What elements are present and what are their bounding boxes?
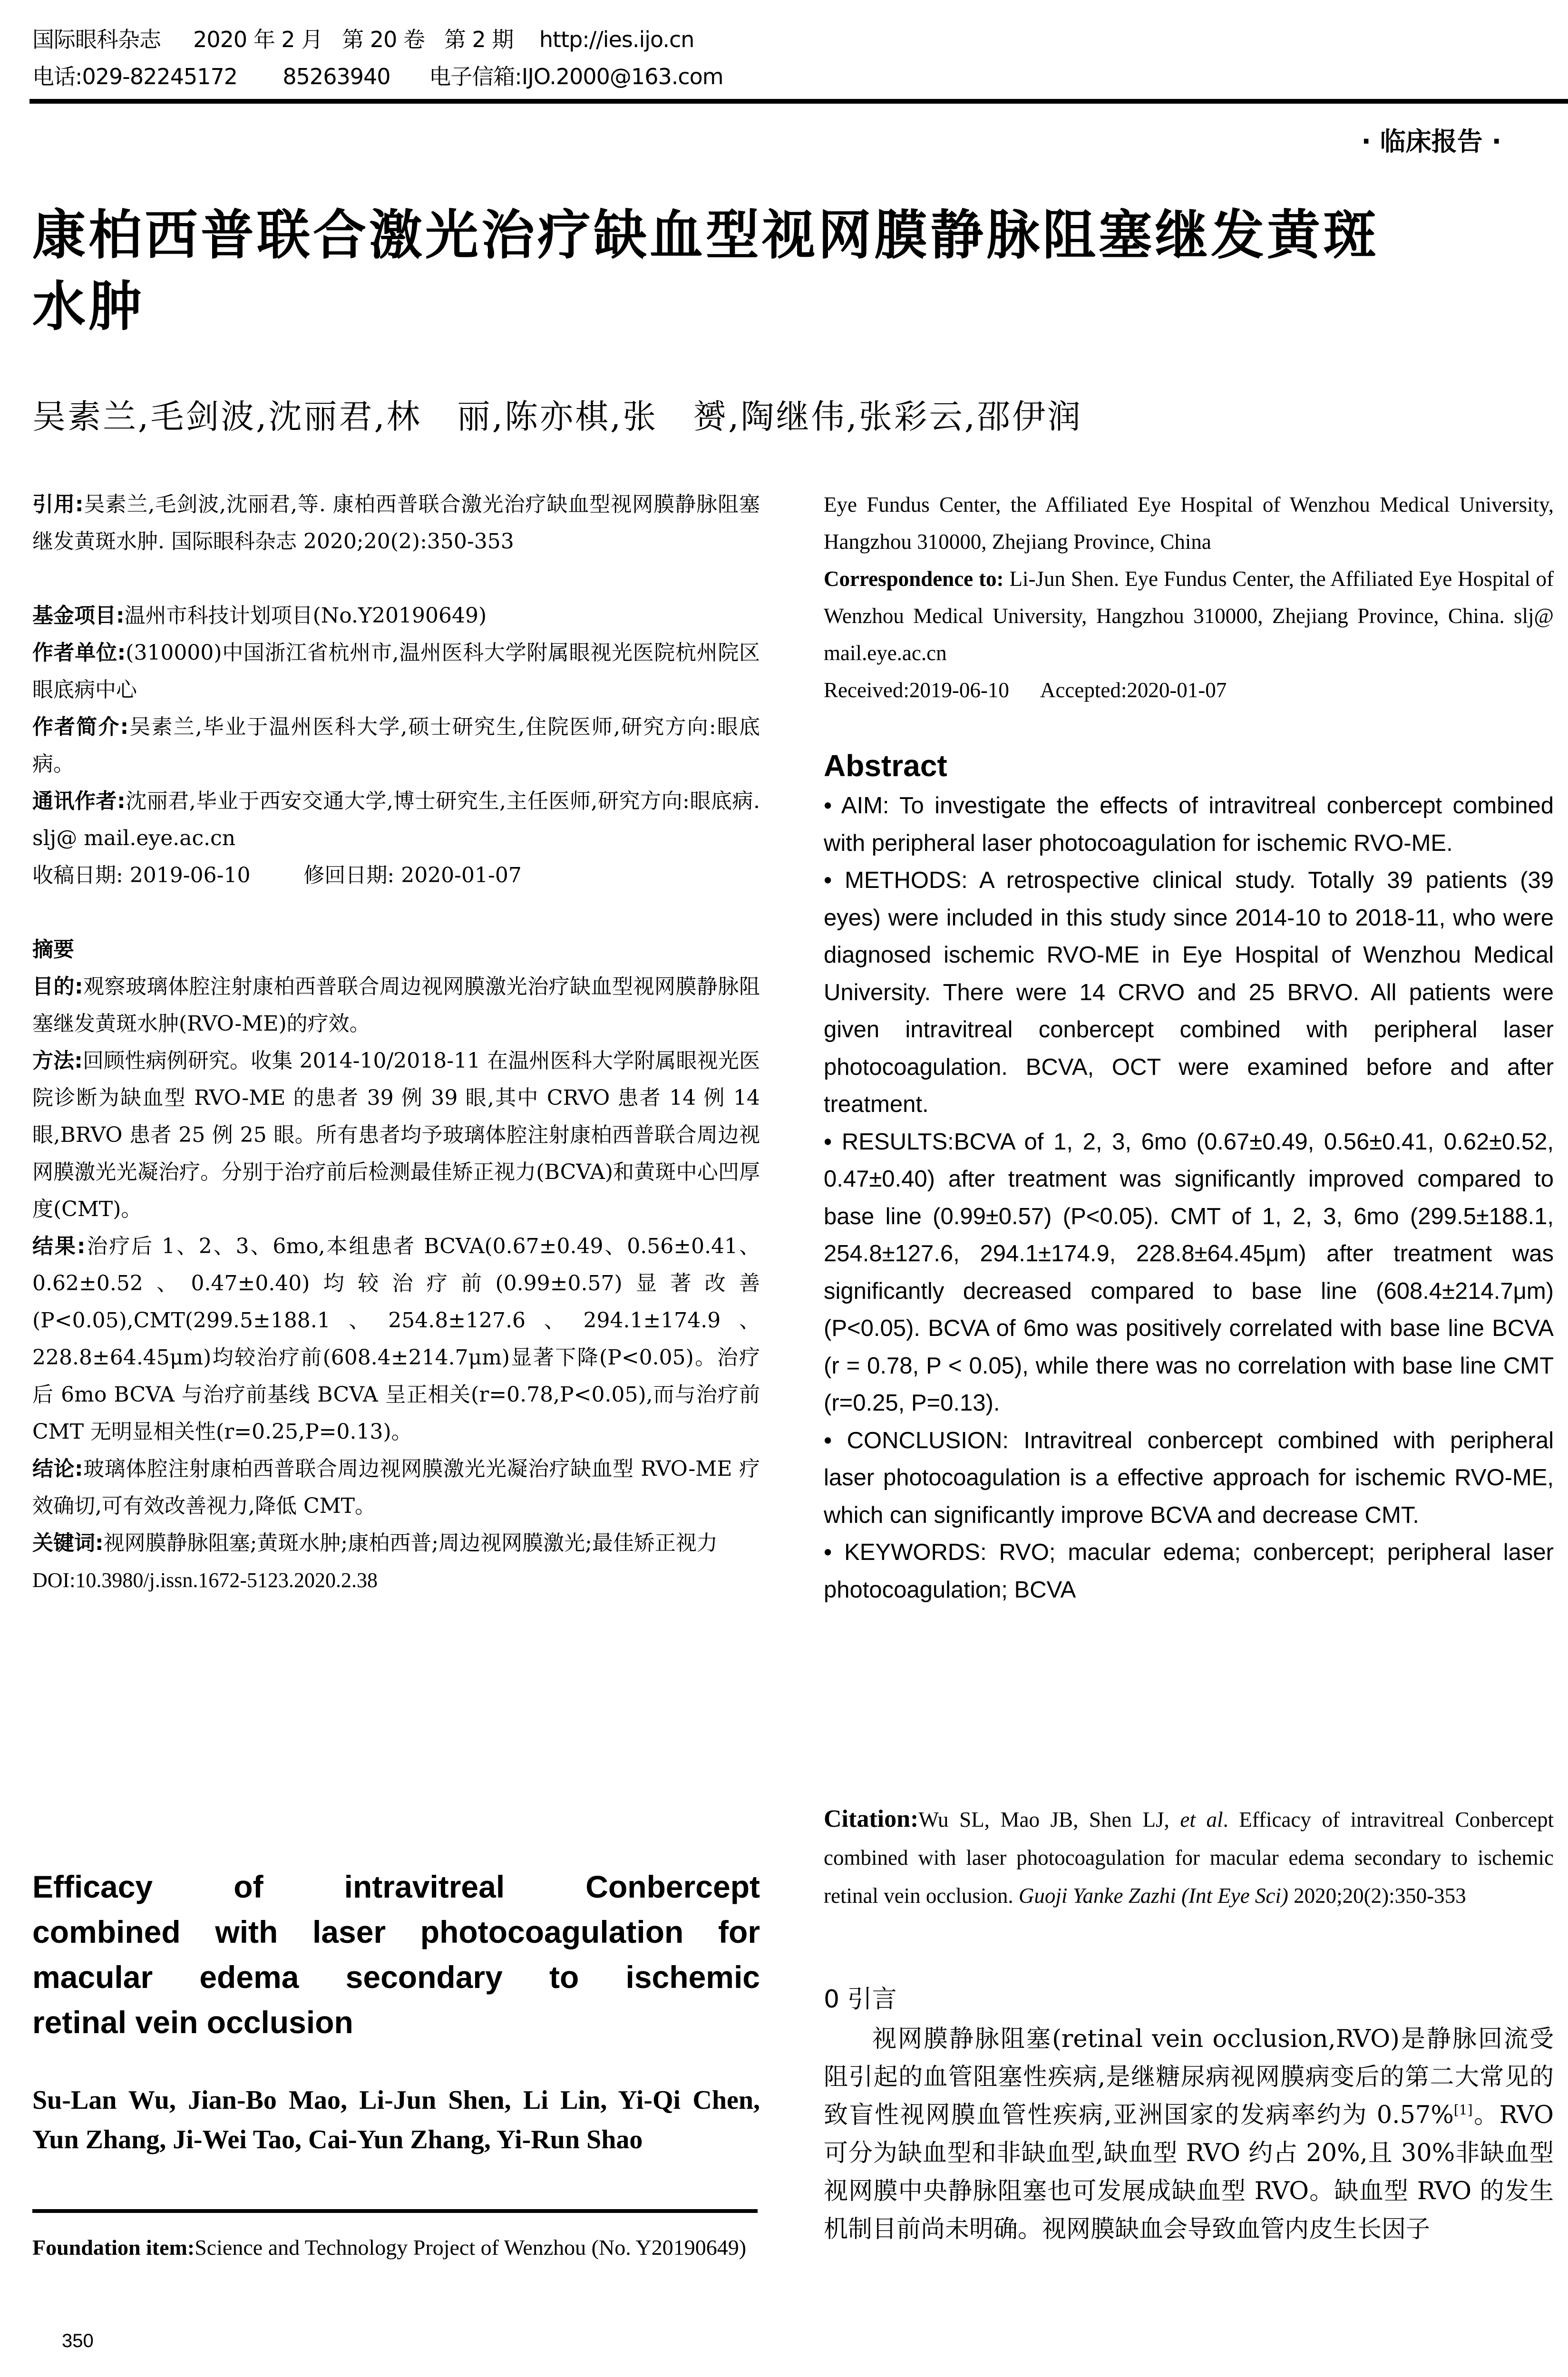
citation-en [824,1800,1554,1915]
results-cn [32,1228,760,1451]
accepted-date: Accepted:2020-01-07 [1040,678,1227,702]
received-date-cn: 收稿日期: 2019-06-10 [32,863,251,887]
volume: 第 20 卷 [342,27,425,52]
affiliation: Eye Fundus Center, the Affiliated Eye Hospital of Wenzhou Medical University, Hangzhou 310000, Zhejiang Province, China [824,493,1554,554]
citation-label: 引用: [32,492,84,516]
doi[interactable]: DOI:10.3980/j.issn.1672-5123.2020.2.38 [32,1568,378,1592]
dates-cn [32,857,760,894]
methods-text-cn: 回顾性病例研究。收集 2014-10/2018-11 在温州医科大学附属眼视光医院诊断为缺血型 RVO-ME 的患者 39 例 39 眼,其中 CRVO 患者 14 例 14 眼,BRVO 患者 25 例 25 眼。所有患者均予玻璃体腔注射康柏西普联合周边视网膜激光光凝治疗。分别于治疗前后检测最佳矫正视力(BCVA)和黄斑中心凹厚度(CMT)。 [32,1049,760,1221]
methods-cn [32,1042,760,1228]
unit [32,634,760,709]
title-line-1: 康柏西普联合激光治疗缺血型视网膜静脉阻塞继发黄斑 [32,205,1379,266]
en-title-line-4: retinal vein occlusion [32,2005,353,2040]
results-en [824,1123,1554,1422]
revised-date-cn: 修回日期: 2020-01-07 [303,863,522,887]
english-authors: Su-Lan Wu, Jian-Bo Mao, Li-Jun Shen, Li Lin, Yi-Qi Chen, Yun Zhang, Ji-Wei Tao, Cai-Yun Zhang, Yi-Run Shao [32,2085,760,2154]
running-header-line2 [32,62,723,91]
keywords-label: • KEYWORDS: [824,1539,987,1565]
en-title-line-1: Efficacy of intravitreal Conbercept [32,1869,760,1904]
page-number: 350 [62,2330,94,2351]
citation-en-text-1: Wu SL, Mao JB, Shen LJ, [918,1808,1180,1831]
correspondence-text: Li-Jun Shen. Eye Fundus Center, the Affiliated Eye Hospital of Wenzhou Medical University, Hangzhou 310000, Zhejiang Province, China. slj@ mail.eye.ac.cn [824,567,1554,665]
aim-text: To investigate the effects of intravitreal conbercept combined with peripheral laser photocoagulation for ischemic RVO-ME. [824,793,1554,856]
citation-en-text-3: 2020;20(2):350-353 [1288,1884,1466,1908]
intro-heading: 0 引言 [824,1985,897,2014]
foundation-label: Foundation item: [32,2235,195,2260]
title-line-2: 水肿 [32,276,145,338]
citation-en-text-2: . Efficacy of intravitreal Conbercept combined with laser photocoagulation for macular edema secondary to ischemic retinal vein occlusion. [824,1808,1554,1908]
en-title-line-2: combined with laser photocoagulation for [32,1914,760,1949]
en-title-line-3: macular edema secondary to ischemic [32,1959,760,1995]
footnote-rule [32,2209,758,2213]
unit-text: (310000)中国浙江省杭州市,温州医科大学附属眼视光医院杭州院区眼底病中心 [32,641,760,702]
affiliation-block [824,486,1554,709]
correspondence-label: Correspondence to: [824,567,1004,591]
author-bio [32,709,760,783]
bio-text: 吴素兰,毕业于温州医科大学,硕士研究生,住院医师,研究方向:眼底病。 [32,715,760,776]
keywords-label-cn: 关键词: [32,1531,104,1555]
abstract-heading-cn: 摘要 [32,937,74,962]
keywords-cn [32,1525,760,1562]
keywords-en [824,1534,1554,1608]
results-label-cn: 结果: [32,1234,86,1258]
results-text-cn: 治疗后 1、2、3、6mo,本组患者 BCVA(0.67±0.49、0.56±0.41、0.62±0.52、0.47±0.40)均较治疗前(0.99±0.57)显著改善(P<0.05),CMT(299.5±188.1、254.8±127.6、294.1±174.9、228.8±64.45μm)均较治疗前(608.4±214.7μm)显著下降(P<0.05)。治疗后 6mo BCVA 与治疗前基线 BCVA 呈正相关(r=0.78,P<0.05),而与治疗前 CMT 无明显相关性(r=0.25,P=0.13)。 [32,1234,760,1444]
citation-en-label: Citation: [824,1805,919,1832]
conclusion-text: Intravitreal conbercept combined with peripheral laser photocoagulation is a effective approach for ischemic RVO-ME, which can significantly improve BCVA and decrease CMT. [824,1427,1554,1528]
journal-url[interactable]: http://ies.ijo.cn [539,27,694,52]
conclusion-en [824,1422,1554,1534]
left-column [32,486,760,1599]
citation-en-etal: et al [1180,1808,1223,1831]
foundation-item [32,2231,760,2265]
keywords-text: RVO; macular edema; conbercept; peripheral laser photocoagulation; BCVA [824,1539,1554,1603]
received-date: Received:2019-06-10 [824,678,1009,702]
aim-label: • AIM: [824,793,889,818]
conclusion-label: • CONCLUSION: [824,1427,1009,1453]
reference-marker[interactable]: [1] [1453,2102,1473,2118]
aim-text-cn: 观察玻璃体腔注射康柏西普联合周边视网膜激光治疗缺血型视网膜静脉阻塞继发黄斑水肿(RVO-ME)的疗效。 [32,974,760,1036]
intro-paragraph [824,2020,1554,2249]
english-title [32,1864,760,2045]
keywords-text-cn: 视网膜静脉阻塞;黄斑水肿;康柏西普;周边视网膜激光;最佳矫正视力 [103,1531,718,1555]
article-title [32,200,1554,342]
intro-text-2: 。RVO 可分为缺血型和非缺血型,缺血型 RVO 约占 20%,且 30%非缺血型视网膜中央静脉阻塞也可发展成缺血型 RVO。缺血型 RVO 的发生机制目前尚未明确。视网膜缺血会导致血管内皮生长因子 [824,2101,1554,2243]
fund [32,597,760,634]
header-rule [29,99,1568,104]
section-label: · 临床报告 · [1361,127,1501,156]
dates-en [824,672,1554,709]
phone: 电话:029-82245172 [32,64,238,89]
authors-cn: 吴素兰,毛剑波,沈丽君,林 丽,陈亦棋,张 赟,陶继伟,张彩云,邵伊润 [32,397,1083,436]
corr-text: 沈丽君,毕业于西安交通大学,博士研究生,主任医师,研究方向:眼底病. slj@ mail.eye.ac.cn [32,789,760,850]
aim-cn [32,968,760,1042]
citation-cn [32,486,760,560]
abstract-heading: Abstract [824,749,947,783]
abstract-body [824,787,1554,1608]
conclusion-cn [32,1451,760,1525]
aim-label-cn: 目的: [32,974,83,999]
corr-label: 通讯作者: [32,789,126,813]
email[interactable]: 电子信箱:IJO.2000@163.com [429,64,723,89]
fund-text: 温州市科技计划项目(No.Y20190649) [124,604,487,628]
conclusion-text-cn: 玻璃体腔注射康柏西普联合周边视网膜激光光凝治疗缺血型 RVO-ME 疗效确切,可有效改善视力,降低 CMT。 [32,1457,760,1518]
journal-name: 国际眼科杂志 [32,27,161,52]
citation-en-journal: Guoji Yanke Zazhi (Int Eye Sci) [1018,1884,1288,1908]
aim-en [824,787,1554,862]
running-header-line1 [32,25,694,54]
results-text: BCVA of 1, 2, 3, 6mo (0.67±0.49, 0.56±0.41, 0.62±0.52, 0.47±0.40) after treatment was significantly improved compared to base line (0.99±0.57) (P<0.05). CMT of 1, 2, 3, 6mo (299.5±188.1, 254.8±127.6, 294.1±174.9, 228.8±64.45μm) after treatment was significantly decreased compared to base line (608.4±214.7μm) (P<0.05). BCVA of 6mo was positively correlated with base line BCVA (r = 0.78, P < 0.05), while there was no correlation with base line CMT (r=0.25, P=0.13). [824,1129,1554,1416]
english-abstract [824,744,1554,1608]
methods-label-cn: 方法: [32,1049,83,1073]
methods-text: A retrospective clinical study. Totally 39 patients (39 eyes) were included in this study since 2014-10 to 2018-11, who were diagnosed ischemic RVO-ME in Eye Hospital of Wenzhou Medical University. There were 14 CRVO and 25 BRVO. All patients were given intravitreal conbercept combined with peripheral laser photocoagulation. BCVA, OCT were examined before and after treatment. [824,867,1554,1117]
phone-2: 85263940 [282,64,390,89]
methods-en [824,862,1554,1123]
issue-date: 2020 年 2 月 [193,27,323,52]
corresponding-author [32,783,760,857]
methods-label: • METHODS: [824,867,968,893]
bio-label: 作者简介: [32,715,129,739]
intro-text-1: 视网膜静脉阻塞(retinal vein occlusion,RVO)是静脉回流受阻引起的血管阻塞性疾病,是继糖尿病视网膜病变后的第二大常见的致盲性视网膜血管性疾病,亚洲国家的发病率约为 0.57% [824,2025,1554,2129]
unit-label: 作者单位: [32,641,126,665]
conclusion-label-cn: 结论: [32,1457,83,1481]
results-label: • RESULTS: [824,1129,954,1155]
citation-text: 吴素兰,毛剑波,沈丽君,等. 康柏西普联合激光治疗缺血型视网膜静脉阻塞继发黄斑水肿. 国际眼科杂志 2020;20(2):350-353 [32,492,760,554]
fund-label: 基金项目: [32,604,125,628]
foundation-text: Science and Technology Project of Wenzhou (No. Y20190649) [195,2235,747,2260]
correspondence [824,560,1554,672]
issue-number: 第 2 期 [444,27,514,52]
